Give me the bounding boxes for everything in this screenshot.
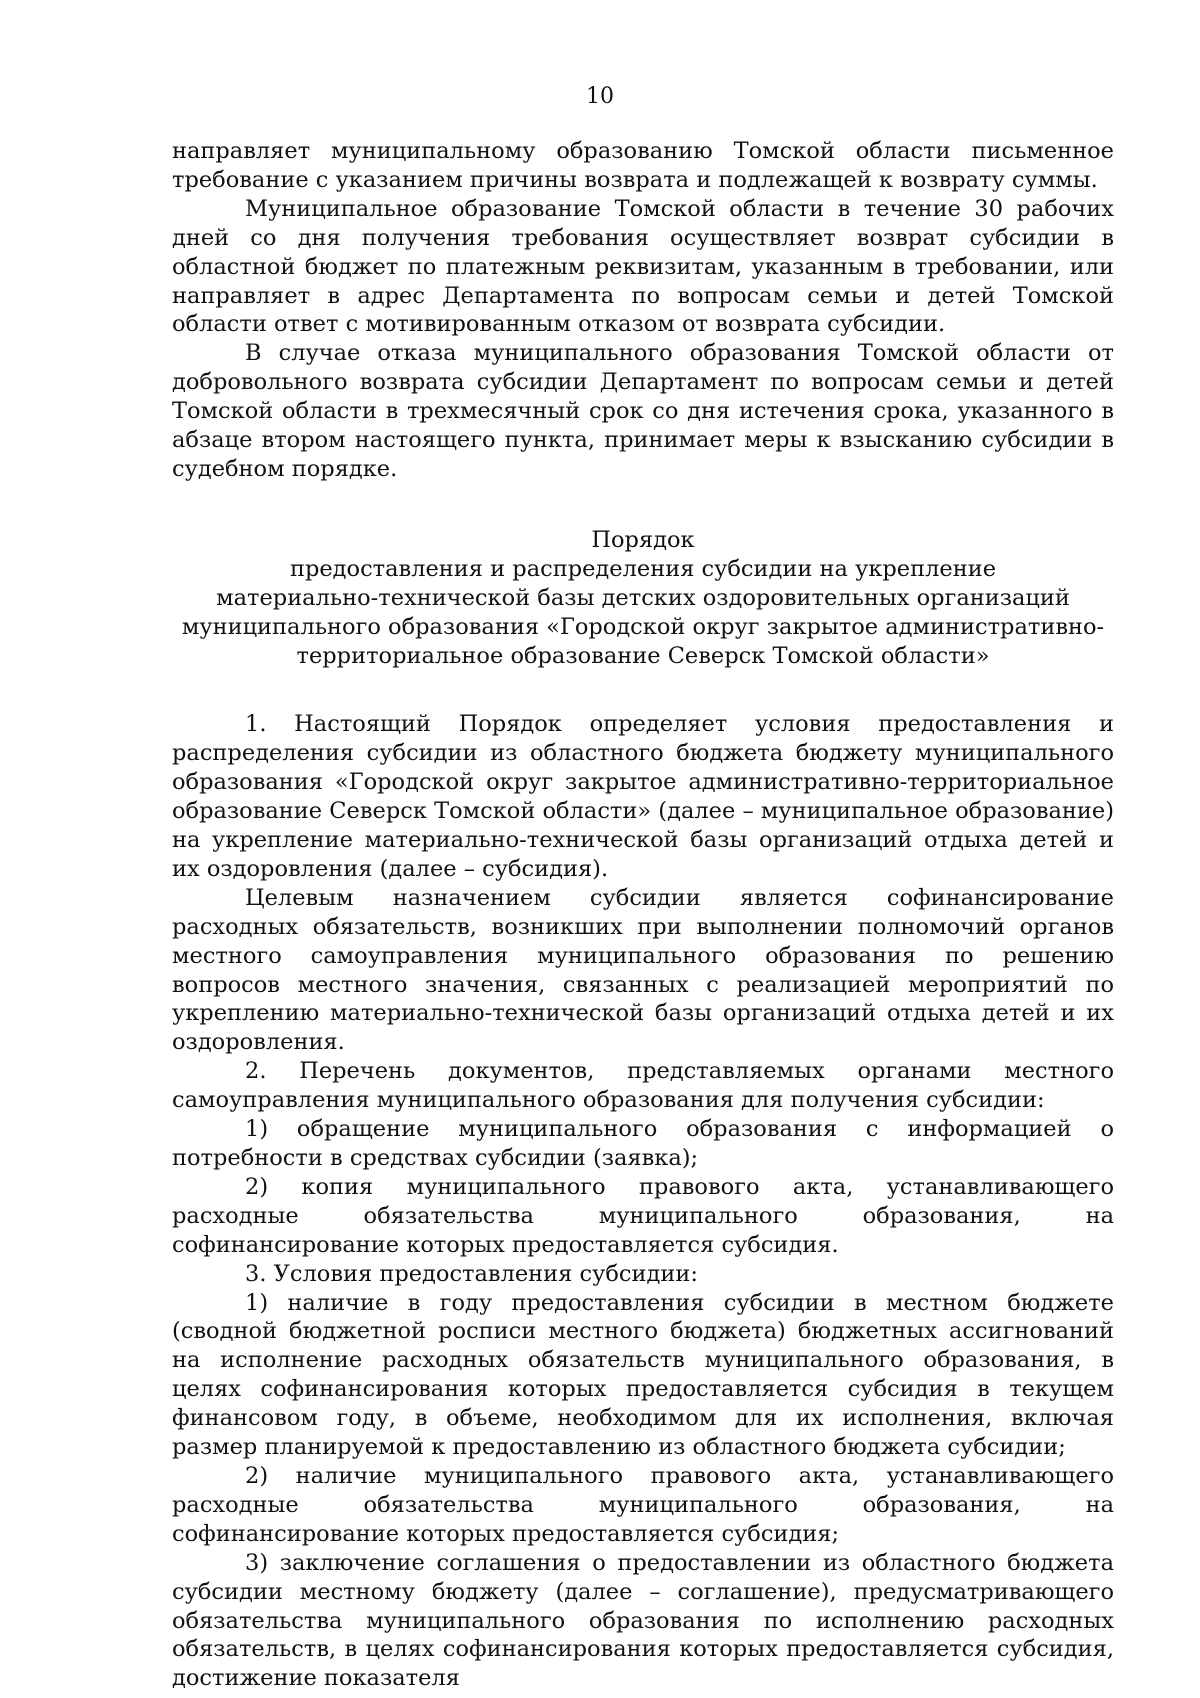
paragraph-subitem: 1) обращение муниципального образования с информацией о потребности в средствах субсидии (заявка); (172, 1116, 1114, 1171)
section-title-line: Порядок (591, 526, 695, 553)
paragraph-purpose: Целевым назначением субсидии является софинансирование расходных обязательств, возникших при выполнении полномочий органов местного самоуправления муниципального образования по решению вопросов местного значения, связанных с реализацией мероприятий по укреплению материально-технической базы организаций отдыха детей и их оздоровления. (172, 884, 1114, 1056)
paragraph-return-deadline: Муниципальное образование Томской области в течение 30 рабочих дней со дня получения требования осуществляет возврат субсидии в областной бюджет по платежным реквизитам, указанным в требовании, или направляет в адрес Департамента по вопросам семьи и детей Томской области ответ с мотивированным отказом от возврата субсидии. (172, 195, 1114, 338)
section-title-line: материально-технической базы детских оздоровительных организаций (216, 584, 1070, 611)
paragraph-subitem: 3) заключение соглашения о предоставлении из областного бюджета субсидии местному бюджету (далее – соглашение), предусматривающего обязательства муниципального образования по исполнению расходных обязательств, в целях софинансирования которых предоставляется субсидия, достижение показателя (172, 1549, 1114, 1692)
paragraph-item-1: 1. Настоящий Порядок определяет условия предоставления и распределения субсидии из областного бюджета бюджету муниципального образования «Городской округ закрытое административно-территориальное образование Северск Томской области» (далее – муниципальное образование) на укрепление материально-технической базы организаций отдыха детей и их оздоровления (далее – субсидия). (172, 711, 1114, 882)
paragraph-item-2: 2. Перечень документов, представляемых органами местного самоуправления муниципального образования для получения субсидии: (172, 1058, 1114, 1114)
document-body (172, 137, 1114, 1693)
paragraph-continuation: направляет муниципальному образованию Томской области письменное требование с указанием причины возврата и подлежащей к возврату суммы. (172, 138, 1114, 193)
paragraph-subitem: 2) наличие муниципального правового акта, устанавливающего расходные обязательства муниципального образования, на софинансирование которых предоставляется субсидия; (172, 1462, 1114, 1547)
paragraph-subitem: 2) копия муниципального правового акта, устанавливающего расходные обязательства муниципального образования, на софинансирование которых предоставляется субсидия. (172, 1173, 1114, 1258)
section-title (172, 526, 1114, 671)
paragraph-subitem: 1) наличие в году предоставления субсидии в местном бюджете (сводной бюджетной росписи местного бюджета) бюджетных ассигнований на исполнение расходных обязательств муниципального образования, в целях софинансирования которых предоставляется субсидия в текущем финансовом году, в объеме, необходимом для их исполнения, включая размер планируемой к предоставлению из областного бюджета субсидии; (172, 1289, 1114, 1461)
section-title-line: предоставления и распределения субсидии на укрепление (289, 555, 997, 582)
section-title-line: муниципального образования «Городской округ закрытое административно- (181, 613, 1105, 640)
page-number: 10 (586, 84, 614, 109)
paragraph-item-3: 3. Условия предоставления субсидии: (245, 1260, 698, 1287)
paragraph-refusal: В случае отказа муниципального образования Томской области от добровольного возврата субсидии Департамент по вопросам семьи и детей Томской области в трехмесячный срок со дня истечения срока, указанного в абзаце втором настоящего пункта, принимает меры к взысканию субсидии в судебном порядке. (172, 340, 1114, 482)
section-title-line: территориальное образование Северск Томской области» (296, 642, 990, 669)
